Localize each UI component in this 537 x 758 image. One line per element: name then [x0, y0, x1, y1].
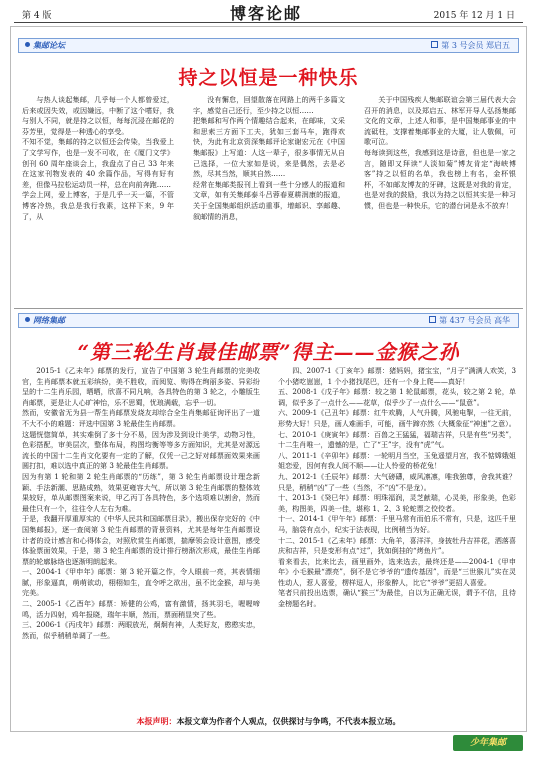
article-title-2: “第三轮生肖最佳邮票”得主——金猴之孙: [77, 340, 460, 364]
article-2-body: [22, 366, 516, 708]
byline: [429, 315, 510, 326]
issue-date: 2015 年 12 月 1 日: [433, 11, 515, 21]
publication-badge: 少年集邮: [453, 735, 523, 751]
section-tag: [25, 40, 65, 51]
article-2-column-1: [22, 366, 260, 708]
section-tag: [25, 315, 65, 326]
footer-statement: [0, 716, 537, 727]
section-bar-forum: [18, 38, 519, 53]
square-icon: [431, 41, 438, 48]
newspaper-logo: 博客论邮: [230, 4, 303, 23]
section-tag-label: 网络集邮: [33, 315, 65, 325]
column-text: 四、2007-1《丁亥年》邮票：猪妈妈，猪宝宝，“月子”满满人欢笑，3 个小猪吃崽崽，1 个小猪找尾巴，还有一个身上爬——真好！ 五、2008-1《戊子年》邮票：较之第 1 轮鼠邮票，花头，较之第 2 轮，单调，似乎多了一点什么——花草，似乎少了一点什么——“鼠意”。 六、2009-1《己丑年》邮票：红牛欢腾，人气升腾，风驰电掣，一往无前，形势大好！只是，画人难画手，可能，画牛蹄亦然（大概象征“神速”之意）。 七、2010-1《庚寅年》邮票：百兽之王猛猛，福瑞吉祥，只是有些“另类”，十二生肖唯一，遗憾的是，亡了“王”字，没有“虎”气。 八、2011-1《辛卯年》邮票：一轮明月当空，玉兔遥望月宫，我不惦嫦娥姐姐恋爱，因何有我人间不顺——让人怜爱的桥花兔！ 九、2012-1《壬辰年》邮票：大气磅礴，威风凛凛，唯我独尊，舍我其谁？只是，稍稍“凶”了一些（当然，不“凶”不是龙）。 十、2013-1《癸巳年》邮票：明珠福润，灵芝献瑞，心灵美，形象美，色彩美，构图美，四美一佳，堪称 1、2、3 轮蛇票之佼佼者。 十一、2014-1《甲午年》邮票：千里马常有而伯乐不常有，只是，这匹千里马，脑袋有点小，纪实于法表现，比例稍当为好。 十二、2015-1《乙未年》邮票：大角羊，喜洋洋，身披牡丹吉祥花，洒落喜庆和吉祥，只是变形有点“过”，犹如倒挂的“烤鱼片”。 看来看去，比来比去，画里画外，选来选去，最终还是——2004-1《甲申年》小毛猴最“漂亮”，倒不是它爷爷的“遗传基因”，而是“三世猴儿”实在灵性动人，惹人喜爱，楞样逗人，形象醉人，比它“爷爷”更招人喜爱。 笔者只前投出选票，确认“猴三”为最佳，自以为正确无误，谓予不信，且待金榜题名时。: [278, 366, 516, 609]
section-divider: [14, 308, 523, 309]
article-1-body: [22, 95, 516, 305]
issue-number: 第 4 版: [22, 11, 52, 21]
article-1-column-1: [22, 95, 174, 305]
column-text: 与热人谈起集邮，几乎每一个人都曾爱过，后来或因失效，或因嫌远，中断了这个嗜好，我与别人不同，就是持之以恒，每每沉浸在邮花的芬芳里，觉得是一种透心的享受。 不知不觉，集邮的持之以恒还会传染，当我爱上了文学写作，也是一发不可收，在《厦门文学》创刊 60 周年座谈会上，我盘点了自己 33 年来在这家刊物发表的 40 余篇作品，写得有好有差，但像马拉松运动员一样，总在向前奔跑…… 学会上网，爱上博客，于是几乎一天一篇，不管博客冷热，我总是我行我素，这样下来，9 年了，从: [22, 95, 174, 221]
byline: [431, 40, 510, 51]
column-text: 没有懈怠，回望散落在网路上的两千多篇文字，感觉自己还行，至少持之以恒…… 把集邮和写作两个情趣结合起来，在邮味，文采和思索三方面下工夫，犹如三套马车，跑得欢快，为此有北京资深集邮评论家谢宏元在《中国集邮报》上写道：人这一辈子，很多事情无从自己选择，一位大家如是说，来是偶然，去是必然，尽其当然，顺其自然…… 经常在集邮类报刊上看到一些十分感人的报道和文章，如有关集邮泰斗吕蓉春夏耕润康的报道，关于全国集邮组织活动重事，增邮识、享邮趣、叙邮情的消息，: [193, 95, 345, 221]
byline-text: 第 437 号会员 高华: [439, 316, 510, 325]
column-text: 2015-1《乙未年》邮票的发行，宣告了中国第 3 轮生肖邮票的完美收官，生肖邮票本就五彩缤纷，美不胜收，而阅览、购得在绚丽多姿、异彩纷呈的十二生肖乐园，晒晒，欣喜不同凡响，各具特色的第 3 轮之，小雕版生肖邮票，更是让人心旷神怡，乐不思蜀，忧琅满载，忘乎一切。 然而，安徽省无为县一帮生肖邮票发烧友却综合全生肖集邮征询评出了一道不大不小的难题：评选中国第 3 轮最佳生肖邮票。 这题恍惚简单，其实难倒了多十分不易，因为涉及到设计美学，动物习性，色彩搭配，审美层次，整体布局，构图均衡等等多方面知识，尤其是对源远流长的中国十二生肖文化要有一定的了解，仅凭一己之好对邮票面效果来画圆打扣，难以选中真正的第 3 轮最佳生肖邮票。 因为有第 1 轮和第 2 轮生肖邮票的“历练”，第 3 轮生肖邮票设计理念新颖、手法新潮、思路成熟，效果更雍容大气，所以第 3 轮生肖邮票的整体效果较好，单从邮票图案来说，甲乙丙丁各具特色，多个选项难以割舍，然而最佳只有一个，往往令人左右为难。 于是，我翻开厚重厚实的《中华人民共和国邮票目录》，搬出保存完好的《中国集邮报》，逐一查阅第 3 轮生肖邮票的背景资料，尤其是每年生肖邮票设计者的设计感言和心得体会，对照欣赏生肖邮票，揣摩领会设计意图，感受体验票面效果，于是，第 3 轮生肖邮票的设计排行榜渐次形成，最佳生肖邮票的轮廓脉络也逐渐明朗起来。 一、2004-1《甲申年》邮票：第 3 轮开篇之作，令人眼前一亮，其表情细腻，形象逼真，萌萌欲动，栩栩如生，直令呼之欲出，虽不比金猴，却与美完美。 二、2005-1《乙酉年》邮票：矫健的公鸡，富有激情，扬其羽毛，喔喔啼鸣，活力四射，鸡年报晓，瑞年丰顺，然而，票面稍显突了些。 三、2006-1《丙戌年》邮票：两眼放光，炯炯有神，人类好友，憨憨实忠，然而，似乎稍稍单调了一些。: [22, 366, 260, 640]
article-2-column-2: [278, 366, 516, 708]
top-rule: [14, 22, 523, 23]
article-1-column-3: [364, 95, 516, 305]
article-1-column-2: [193, 95, 345, 305]
bullet-icon: [25, 42, 30, 47]
footer-text: 本报文章为作者个人观点，仅供探讨与争鸣，不代表本报立场。: [176, 717, 401, 726]
byline-text: 第 3 号会员 郑启五: [441, 41, 510, 50]
square-icon: [429, 316, 436, 323]
section-bar-network: [18, 313, 519, 328]
masthead: [0, 0, 537, 22]
section-tag-label: 集邮论坛: [33, 40, 65, 50]
article-title-1: 持之以恒是一种快乐: [178, 67, 359, 89]
footer-label: 本报声明：: [136, 717, 177, 726]
column-text: 关于中国残疾人集邮联谊会第三届代表大会召开的消息，以及郑启五、林军开导人弘扬集邮文化的文章，上述人和事，是中国集邮事业的中流砥柱，支撑着集邮事业的大厦，让人敬佩，可歌可泣。 每每读到这些，我感到这是诗意，但也是一家之言，随即又拜读“人淡如菊”博友肯定“海峡博客”持之以恒的名单，我也榜上有名，金杯银杯，不如邮友博友的牙碑，这既是对我的肯定，也是对我的鼓励，我以为持之以恒其实是一种习惯，但也是一种快乐，它的潜台词是永不放弃！: [364, 95, 516, 210]
bullet-icon: [25, 317, 30, 322]
